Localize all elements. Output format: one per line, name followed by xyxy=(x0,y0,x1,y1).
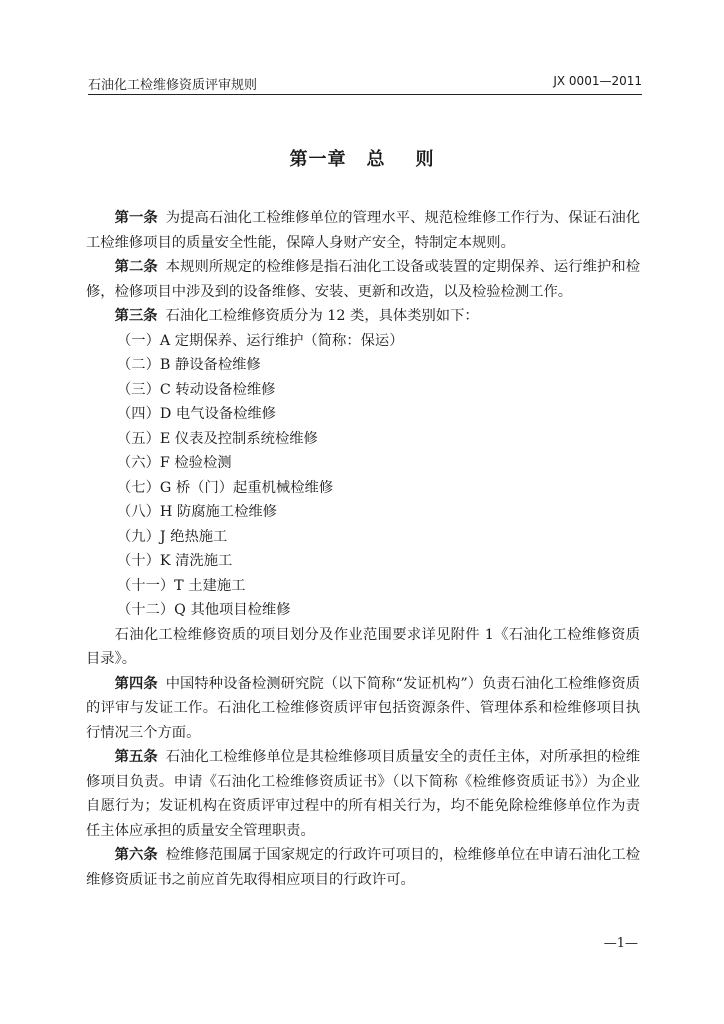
article-2 xyxy=(86,255,640,304)
article-text: 石油化工检维修单位是其检维修项目质量安全的责任主体，对所承担的检维修项目负责。申请《石油化工检维修资质证书》（以下简称《检维修资质证书》）为企业自愿行为；发证机构在资质评审过程中的所有相关行为，均不能免除检维修单位作为责任主体应承担的质量安全管理职责。 xyxy=(86,749,640,839)
article-label: 第五条 xyxy=(114,749,158,765)
category-item: （八）H 防腐施工检维修 xyxy=(117,504,277,520)
chapter-title-part-1: 总 xyxy=(366,149,386,170)
category-item: （十）K 清洗施工 xyxy=(117,553,233,569)
article-label: 第四条 xyxy=(114,675,158,692)
article-text: 中国特种设备检测研究院（以下简称“发证机构”）负责石油化工检维修资质的评审与发证工作。石油化工检维修资质评审包括资源条件、管理体系和检维修项目执行情况三个方面。 xyxy=(86,675,640,741)
category-item: （五）E 仪表及控制系统检维修 xyxy=(117,430,318,447)
header-doc-number: JX 0001—2011 xyxy=(553,74,642,88)
document-body xyxy=(86,206,640,892)
article-3 xyxy=(86,304,640,329)
article-5 xyxy=(86,745,640,843)
header-title: 石油化工检维修资质评审规则 xyxy=(88,78,258,93)
article-1 xyxy=(86,206,640,255)
category-item: （七）G 桥（门）起重机械检维修 xyxy=(117,479,334,496)
article-text: 检维修范围属于国家规定的行政许可项目的，检维修单位在申请石油化工检维修资质证书之前应首先取得相应项目的行政许可。 xyxy=(86,847,640,888)
article-text: 本规则所规定的检维修是指石油化工设备或装置的定期保养、运行维护和检修，检修项目中涉及到的设备维修、安装、更新和改造，以及检验检测工作。 xyxy=(86,259,640,300)
page-number: —1— xyxy=(603,936,638,951)
article-text: 为提高石油化工检维修单位的管理水平、规范检维修工作行为、保证石油化工检维修项目的质量安全性能，保障人身财产安全，特制定本规则。 xyxy=(86,210,640,251)
category-item: （三）C 转动设备检维修 xyxy=(117,381,276,398)
chapter-heading xyxy=(0,145,724,171)
category-item: （十二）Q 其他项目检维修 xyxy=(117,602,291,618)
category-item: （一）A 定期保养、运行维护（简称：保运） xyxy=(117,332,404,349)
running-header xyxy=(88,72,642,95)
article-3-note: 石油化工检维修资质的项目划分及作业范围要求详见附件 1《石油化工检维修资质目录》。 xyxy=(86,626,640,667)
category-item: （六）F 检验检测 xyxy=(117,455,232,471)
category-item: （二）B 静设备检维修 xyxy=(117,357,261,373)
article-text: 石油化工检维修资质分为 12 类，具体类别如下： xyxy=(165,308,479,324)
category-item: （十一）T 土建施工 xyxy=(117,577,246,594)
article-label: 第二条 xyxy=(114,259,158,275)
article-label: 第六条 xyxy=(114,847,158,863)
category-item: （四）D 电气设备检维修 xyxy=(117,406,276,422)
category-item: （九）J 绝热施工 xyxy=(117,528,228,545)
article-6 xyxy=(86,843,640,892)
article-label: 第一条 xyxy=(114,210,158,226)
chapter-title-part-2: 则 xyxy=(415,149,435,170)
chapter-number: 第一章 xyxy=(289,149,347,170)
article-4 xyxy=(86,672,640,746)
article-label: 第三条 xyxy=(114,308,158,324)
